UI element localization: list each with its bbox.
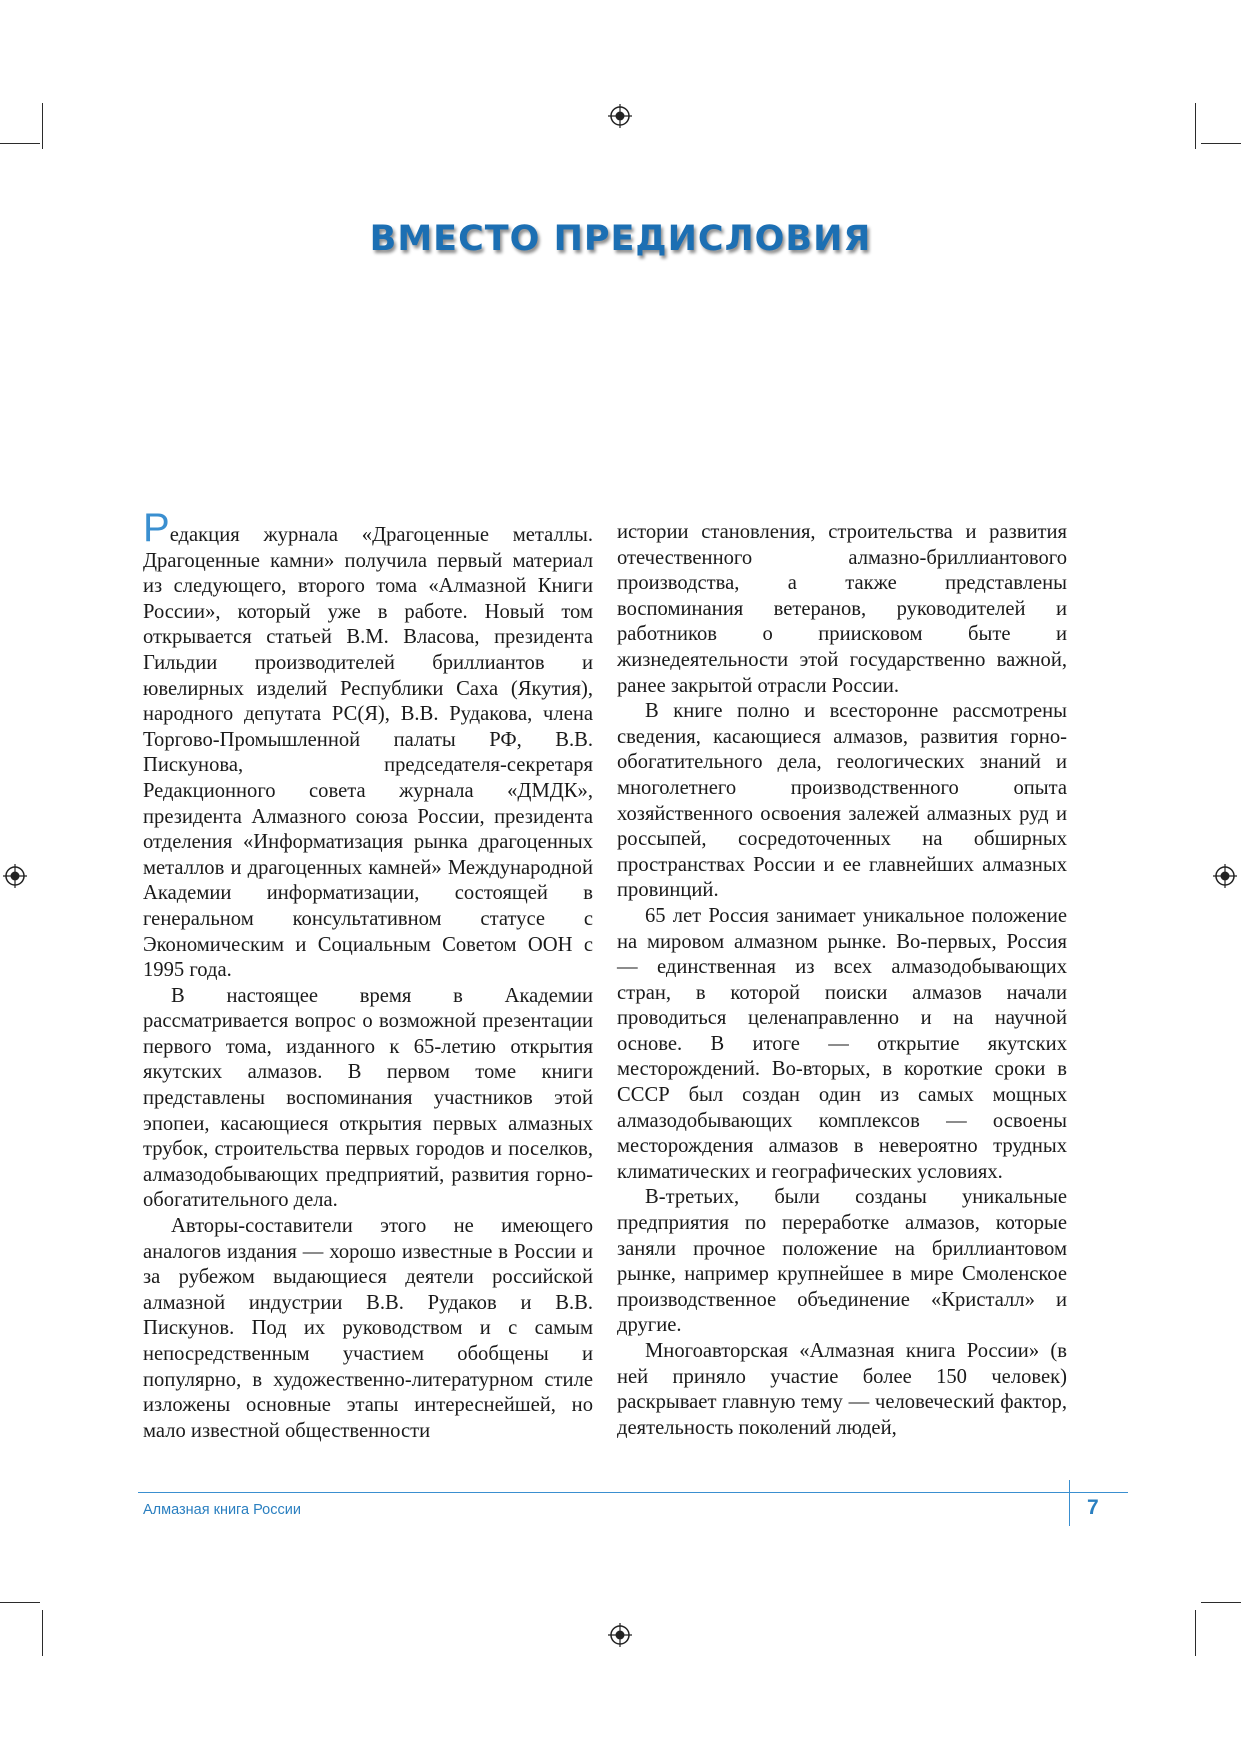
paragraph: истории становления, строительства и развития отечественного алмазно-бриллиантового производства, а также представлены воспоминания ветеранов, руководителей и работников о приисковом быте и жизнедеятельности этой государственно важной, ранее закрытой отрасли России. [617,521,1067,697]
crop-mark-icon [1201,1602,1241,1603]
paragraph: В-третьих, были созданы уникальные предприятия по переработке алмазов, которые заняли прочное положение на бриллиантовом рынке, например крупнейшее в мире Смоленское производственное объединение «Кристалл» и другие. [617,1186,1067,1337]
paragraph-text: едакция журнала «Драгоценные металлы. Драгоценные камни» получила первый материал из следующего, второго тома «Алмазной Книги России», который уже в работе. Новый том открывается статьей В.М. Власова, президента Гильдии производителей бриллиантов и ювелирных изделий Республики Саха (Якутия), народного депутата РС(Я), В.В. Рудакова, члена Торгово-Промышленной палаты РФ, В.В. Пискунова, председателя-секретаря Редакционного совета журнала «ДМДК», президента Алмазного союза России, президента отделения «Информатизация рынка драгоценных металлов и драгоценных камней» Международной Академии информатизации, состоящей в генеральном консультативном статусе с Экономическим и Социальным Советом ООН с 1995 года. [143,524,593,982]
registration-mark-icon [608,104,632,128]
page-title: ВМЕСТО ПРЕДИСЛОВИЯ [369,219,872,260]
registration-mark-icon [1213,864,1237,888]
crop-mark-icon [1201,143,1241,144]
crop-mark-icon [1195,103,1196,149]
registration-mark-icon [3,864,27,888]
drop-cap: Р [143,506,170,550]
crop-mark-icon [42,103,43,149]
paragraph [143,506,593,984]
left-column [143,506,593,1444]
paragraph: В настоящее время в Академии рассматривается вопрос о возможной презентации первого тома, изданного к 65-летию открытия якутских алмазов. В первом томе книги представлены воспоминания участников этой эпопеи, касающиеся открытия первых алмазных трубок, строительства первых городов и поселков, алмазодобывающих предприятий, развития горно-обогатительного дела. [143,984,593,1212]
registration-mark-icon [608,1623,632,1647]
crop-mark-icon [42,1610,43,1656]
paragraph: 65 лет Россия занимает уникальное положение на мировом алмазном рынке. Во-первых, Россия — единственная из всех алмазодобывающих стран, в которой поиски алмазов начали проводиться целенаправленно и на научной основе. В итоге — открытие якутских месторождений. Во-вторых, в короткие сроки в СССР был создан один из самых мощных алмазодобывающих комплексов — освоены месторождения алмазов в невероятно трудных климатических и географических условиях. [617,904,1067,1183]
right-column [617,520,1067,1441]
paragraph: Авторы-составители этого не имеющего аналогов издания — хорошо известные в России и за рубежом выдающиеся деятели российской алмазной индустрии В.В. Рудаков и В.В. Пискунов. Под их руководством и с самым непосредственным участием обобщены и популярно, в художественно-литературном стиле изложены основные этапы интереснейшей, но мало известной общественности [143,1215,593,1442]
crop-mark-icon [0,1602,40,1603]
paragraph: Многоавторская «Алмазная книга России» (в ней приняло участие более 150 человек) раскрывает главную тему — человеческий фактор, деятельность поколений людей, [617,1340,1067,1439]
crop-mark-icon [1195,1610,1196,1656]
footer-rule [138,1492,1128,1493]
footer-divider [1069,1480,1070,1526]
crop-mark-icon [0,143,40,144]
paragraph: В книге полно и всесторонне рассмотрены сведения, касающиеся алмазов, развития горно-обогатительного дела, геологических знаний и многолетнего производственного опыта хозяйственного освоения залежей алмазных руд и россыпей, сосредоточенных на обширных пространствах России и ее главнейших алмазных провинций. [617,700,1067,902]
footer-book-title: Алмазная книга России [143,1502,301,1518]
page-number: 7 [1087,1496,1099,1519]
